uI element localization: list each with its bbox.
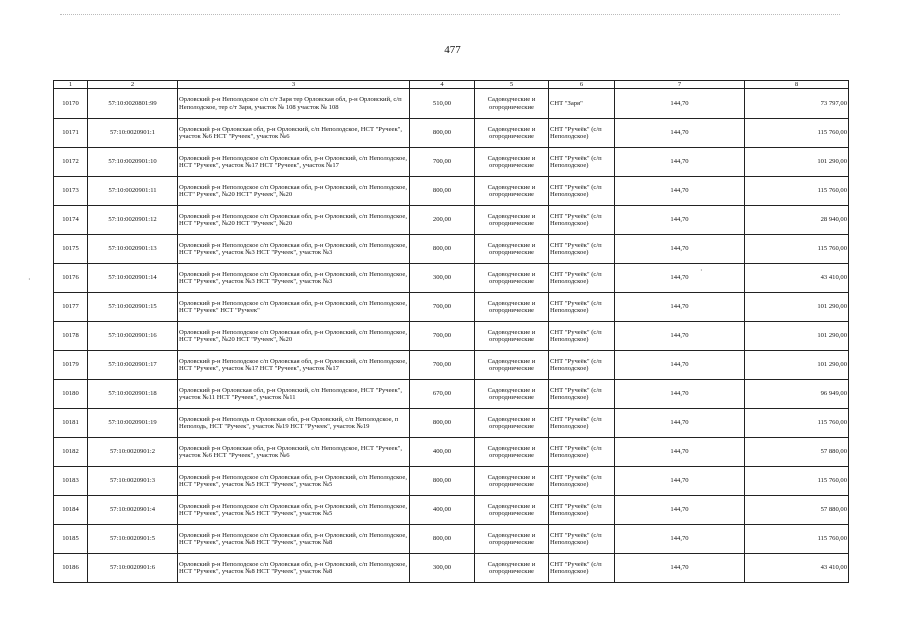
cadastral-number-cell: 57:10:0020901:11 <box>88 177 178 206</box>
owner-cell: СНТ "Ручеёк" (с/п Неполодское) <box>549 177 615 206</box>
row-number-cell: 10180 <box>54 380 88 409</box>
total-value-cell: 115 760,00 <box>745 235 849 264</box>
land-use-cell: Садоводческие и огороднические <box>475 89 549 119</box>
column-header: 6 <box>549 81 615 89</box>
total-value-cell: 101 290,00 <box>745 322 849 351</box>
table-row <box>54 235 849 264</box>
address-cell: Орловский р-н Неполодское с/п с/т Заря тер Орловская обл, р-н Орловский, с/п Неполодское, тер с/т Заря, участок № 108 участок № 108 <box>178 89 410 119</box>
cadastral-number-cell: 57:10:0020901:15 <box>88 293 178 322</box>
area-cell: 700,00 <box>410 148 475 177</box>
column-header: 8 <box>745 81 849 89</box>
row-number-cell: 10185 <box>54 525 88 554</box>
table-row <box>54 89 849 119</box>
area-cell: 800,00 <box>410 409 475 438</box>
row-number-cell: 10171 <box>54 119 88 148</box>
owner-cell: СНТ "Ручеёк" (с/п Неполодское) <box>549 206 615 235</box>
unit-price-cell: 144,70 <box>615 119 745 148</box>
land-use-cell: Садоводческие и огороднические <box>475 148 549 177</box>
unit-price-cell: 144,70 <box>615 554 745 583</box>
row-number-cell: 10173 <box>54 177 88 206</box>
area-cell: 670,00 <box>410 380 475 409</box>
unit-price-cell: 144,70 <box>615 525 745 554</box>
total-value-cell: 101 290,00 <box>745 148 849 177</box>
address-cell: Орловский р-н Неполодское с/п Орловская обл, р-н Орловский, с/п Неполодское, НСТ "Ручеек", №20 НСТ "Ручеек", №20 <box>178 206 410 235</box>
table-row <box>54 496 849 525</box>
owner-cell: СНТ "Ручеёк" (с/п Неполодское) <box>549 119 615 148</box>
address-cell: Орловский р-н Неполодское с/п Орловская обл, р-н Орловский, с/п Неполодское, НСТ "Ручеек", участок №3 НСТ "Ручеек", участок №3 <box>178 235 410 264</box>
unit-price-cell: 144,70 <box>615 264 745 293</box>
owner-cell: СНТ "Ручеёк" (с/п Неполодское) <box>549 525 615 554</box>
land-register-table <box>53 80 849 583</box>
total-value-cell: 115 760,00 <box>745 409 849 438</box>
address-cell: Орловский р-н Орловская обл, р-н Орловский, с/п Неполодское, НСТ "Ручеек", участок №11 НСТ "Ручеек", участок №11 <box>178 380 410 409</box>
column-header: 3 <box>178 81 410 89</box>
unit-price-cell: 144,70 <box>615 148 745 177</box>
row-number-cell: 10177 <box>54 293 88 322</box>
margin-dot: · <box>28 275 31 284</box>
row-number-cell: 10184 <box>54 496 88 525</box>
row-number-cell: 10183 <box>54 467 88 496</box>
address-cell: Орловский р-н Неполодское с/п Орловская обл, р-н Орловский, с/п Неполодское, НСТ "Ручеек", участок №5 НСТ "Ручеек", участок №5 <box>178 496 410 525</box>
owner-cell: СНТ "Ручеёк" (с/п Неполодское) <box>549 409 615 438</box>
address-cell: Орловский р-н Неполодское с/п Орловская обл, р-н Орловский, с/п Неполодское, НСТ "Ручеек", участок №5 НСТ "Ручеек", участок №5 <box>178 467 410 496</box>
owner-cell: СНТ "Ручеёк" (с/п Неполодское) <box>549 264 615 293</box>
area-cell: 800,00 <box>410 525 475 554</box>
owner-cell: СНТ "Заря" <box>549 89 615 119</box>
land-use-cell: Садоводческие и огороднические <box>475 322 549 351</box>
land-use-cell: Садоводческие и огороднические <box>475 177 549 206</box>
owner-cell: СНТ "Ручеёк" (с/п Неполодское) <box>549 235 615 264</box>
total-value-cell: 115 760,00 <box>745 119 849 148</box>
owner-cell: СНТ "Ручеёк" (с/п Неполодское) <box>549 293 615 322</box>
cadastral-number-cell: 57:10:0020901:4 <box>88 496 178 525</box>
table-row <box>54 380 849 409</box>
address-cell: Орловский р-н Неполодское с/п Орловская обл, р-н Орловский, с/п Неполодское, НСТ "Ручеек", №20 НСТ "Ручеек", №20 <box>178 322 410 351</box>
unit-price-cell: 144,70 <box>615 293 745 322</box>
land-use-cell: Садоводческие и огороднические <box>475 351 549 380</box>
cadastral-number-cell: 57:10:0020901:2 <box>88 438 178 467</box>
cadastral-number-cell: 57:10:0020901:17 <box>88 351 178 380</box>
unit-price-cell: 144,70 <box>615 322 745 351</box>
page-number: 477 <box>444 44 461 56</box>
land-use-cell: Садоводческие и огороднические <box>475 380 549 409</box>
column-header: 1 <box>54 81 88 89</box>
table-row <box>54 554 849 583</box>
land-use-cell: Садоводческие и огороднические <box>475 467 549 496</box>
land-use-cell: Садоводческие и огороднические <box>475 438 549 467</box>
address-cell: Орловский р-н Неполодское с/п Орловская обл, р-н Орловский, с/п Неполодское, НСТ "Ручеек", участок №17 НСТ "Ручеек", участок №17 <box>178 148 410 177</box>
land-use-cell: Садоводческие и огороднические <box>475 554 549 583</box>
table-row <box>54 351 849 380</box>
owner-cell: СНТ "Ручеёк" (с/п Неполодское) <box>549 322 615 351</box>
area-cell: 510,00 <box>410 89 475 119</box>
cadastral-number-cell: 57:10:0020901:6 <box>88 554 178 583</box>
table-body <box>54 89 849 583</box>
unit-price-cell: 144,70 <box>615 467 745 496</box>
cadastral-number-cell: 57:10:0020901:10 <box>88 148 178 177</box>
table-row <box>54 206 849 235</box>
row-number-cell: 10176 <box>54 264 88 293</box>
unit-price-cell: 144,70 <box>615 235 745 264</box>
owner-cell: СНТ "Ручеёк" (с/п Неполодское) <box>549 148 615 177</box>
row-number-cell: 10179 <box>54 351 88 380</box>
owner-cell: СНТ "Ручеёк" (с/п Неполодское) <box>549 467 615 496</box>
unit-price-cell: 144,70 <box>615 177 745 206</box>
area-cell: 700,00 <box>410 351 475 380</box>
address-cell: Орловский р-н Неполодь п Орловская обл, р-н Орловский, с/п Неполодское, п Неполодь, НСТ "Ручеек", участок №19 НСТ "Ручеек", участок №19 <box>178 409 410 438</box>
address-cell: Орловский р-н Неполодское с/п Орловская обл, р-н Орловский, с/п Неполодское, НСТ "Ручеек" НСТ "Ручеек" <box>178 293 410 322</box>
column-header: 7 <box>615 81 745 89</box>
cadastral-number-cell: 57:10:0020901:5 <box>88 525 178 554</box>
owner-cell: СНТ "Ручеёк" (с/п Неполодское) <box>549 554 615 583</box>
column-header: 5 <box>475 81 549 89</box>
cadastral-number-cell: 57:10:0020901:18 <box>88 380 178 409</box>
table-row <box>54 177 849 206</box>
total-value-cell: 57 880,00 <box>745 438 849 467</box>
table-row <box>54 438 849 467</box>
area-cell: 700,00 <box>410 322 475 351</box>
area-cell: 400,00 <box>410 438 475 467</box>
cadastral-number-cell: 57:10:0020901:1 <box>88 119 178 148</box>
row-number-cell: 10174 <box>54 206 88 235</box>
owner-cell: СНТ "Ручеёк" (с/п Неполодское) <box>549 496 615 525</box>
row-number-cell: 10182 <box>54 438 88 467</box>
header-row <box>54 81 849 89</box>
total-value-cell: 43 410,00 <box>745 554 849 583</box>
land-use-cell: Садоводческие и огороднические <box>475 119 549 148</box>
land-use-cell: Садоводческие и огороднические <box>475 235 549 264</box>
owner-cell: СНТ "Ручеёк" (с/п Неполодское) <box>549 380 615 409</box>
total-value-cell: 101 290,00 <box>745 351 849 380</box>
total-value-cell: 115 760,00 <box>745 177 849 206</box>
area-cell: 800,00 <box>410 119 475 148</box>
row-number-cell: 10186 <box>54 554 88 583</box>
table-row <box>54 293 849 322</box>
owner-cell: СНТ "Ручеёк" (с/п Неполодское) <box>549 351 615 380</box>
address-cell: Орловский р-н Неполодское с/п Орловская обл, р-н Орловский, с/п Неполодское, НСТ "Ручеек", участок №3 НСТ "Ручеек", участок №3 <box>178 264 410 293</box>
land-use-cell: Садоводческие и огороднические <box>475 496 549 525</box>
row-number-cell: 10175 <box>54 235 88 264</box>
row-number-cell: 10170 <box>54 89 88 119</box>
address-cell: Орловский р-н Орловская обл, р-н Орловский, с/п Неполодское, НСТ "Ручеек", участок №6 НСТ "Ручеек", участок №6 <box>178 438 410 467</box>
total-value-cell: 28 940,00 <box>745 206 849 235</box>
area-cell: 400,00 <box>410 496 475 525</box>
land-use-cell: Садоводческие и огороднические <box>475 264 549 293</box>
table-row <box>54 119 849 148</box>
margin-dot: · <box>700 266 703 275</box>
column-header: 4 <box>410 81 475 89</box>
land-use-cell: Садоводческие и огороднические <box>475 293 549 322</box>
row-number-cell: 10178 <box>54 322 88 351</box>
area-cell: 800,00 <box>410 235 475 264</box>
total-value-cell: 43 410,00 <box>745 264 849 293</box>
total-value-cell: 73 797,00 <box>745 89 849 119</box>
row-number-cell: 10172 <box>54 148 88 177</box>
cadastral-number-cell: 57:10:0020901:14 <box>88 264 178 293</box>
address-cell: Орловский р-н Неполодское с/п Орловская обл, р-н Орловский, с/п Неполодское, НСТ "Ручеек", участок №17 НСТ "Ручеек", участок №17 <box>178 351 410 380</box>
total-value-cell: 115 760,00 <box>745 525 849 554</box>
unit-price-cell: 144,70 <box>615 438 745 467</box>
unit-price-cell: 144,70 <box>615 380 745 409</box>
total-value-cell: 101 290,00 <box>745 293 849 322</box>
area-cell: 800,00 <box>410 177 475 206</box>
cadastral-number-cell: 57:10:0020901:13 <box>88 235 178 264</box>
address-cell: Орловский р-н Орловская обл, р-н Орловский, с/п Неполодское, НСТ "Ручеек", участок №6 НСТ "Ручеек", участок №6 <box>178 119 410 148</box>
unit-price-cell: 144,70 <box>615 496 745 525</box>
column-header: 2 <box>88 81 178 89</box>
scan-artifact-line <box>60 14 840 17</box>
table-row <box>54 322 849 351</box>
table-row <box>54 467 849 496</box>
unit-price-cell: 144,70 <box>615 89 745 119</box>
row-number-cell: 10181 <box>54 409 88 438</box>
cadastral-number-cell: 57:10:0020901:16 <box>88 322 178 351</box>
area-cell: 300,00 <box>410 554 475 583</box>
table-row <box>54 148 849 177</box>
address-cell: Орловский р-н Неполодское с/п Орловская обл, р-н Орловский, с/п Неполодское, НСТ "Ручеек", участок №8 НСТ "Ручеек", участок №8 <box>178 554 410 583</box>
unit-price-cell: 144,70 <box>615 409 745 438</box>
cadastral-number-cell: 57:10:0020801:99 <box>88 89 178 119</box>
unit-price-cell: 144,70 <box>615 206 745 235</box>
table-row <box>54 264 849 293</box>
cadastral-number-cell: 57:10:0020901:3 <box>88 467 178 496</box>
area-cell: 800,00 <box>410 467 475 496</box>
cadastral-number-cell: 57:10:0020901:19 <box>88 409 178 438</box>
address-cell: Орловский р-н Неполодское с/п Орловская обл, р-н Орловский, с/п Неполодское, НСТ "Ручеек", участок №8 НСТ "Ручеек", участок №8 <box>178 525 410 554</box>
cadastral-number-cell: 57:10:0020901:12 <box>88 206 178 235</box>
area-cell: 700,00 <box>410 293 475 322</box>
total-value-cell: 96 949,00 <box>745 380 849 409</box>
area-cell: 200,00 <box>410 206 475 235</box>
land-use-cell: Садоводческие и огороднические <box>475 409 549 438</box>
owner-cell: СНТ "Ручеёк" (с/п Неполодское) <box>549 438 615 467</box>
land-use-cell: Садоводческие и огороднические <box>475 206 549 235</box>
total-value-cell: 115 760,00 <box>745 467 849 496</box>
table-row <box>54 525 849 554</box>
land-use-cell: Садоводческие и огороднические <box>475 525 549 554</box>
unit-price-cell: 144,70 <box>615 351 745 380</box>
table-row <box>54 409 849 438</box>
total-value-cell: 57 880,00 <box>745 496 849 525</box>
area-cell: 300,00 <box>410 264 475 293</box>
address-cell: Орловский р-н Неполодское с/п Орловская обл, р-н Орловский, с/п Неполодское, НСТ" Ручеек", №20 НСТ" Ручеек", №20 <box>178 177 410 206</box>
